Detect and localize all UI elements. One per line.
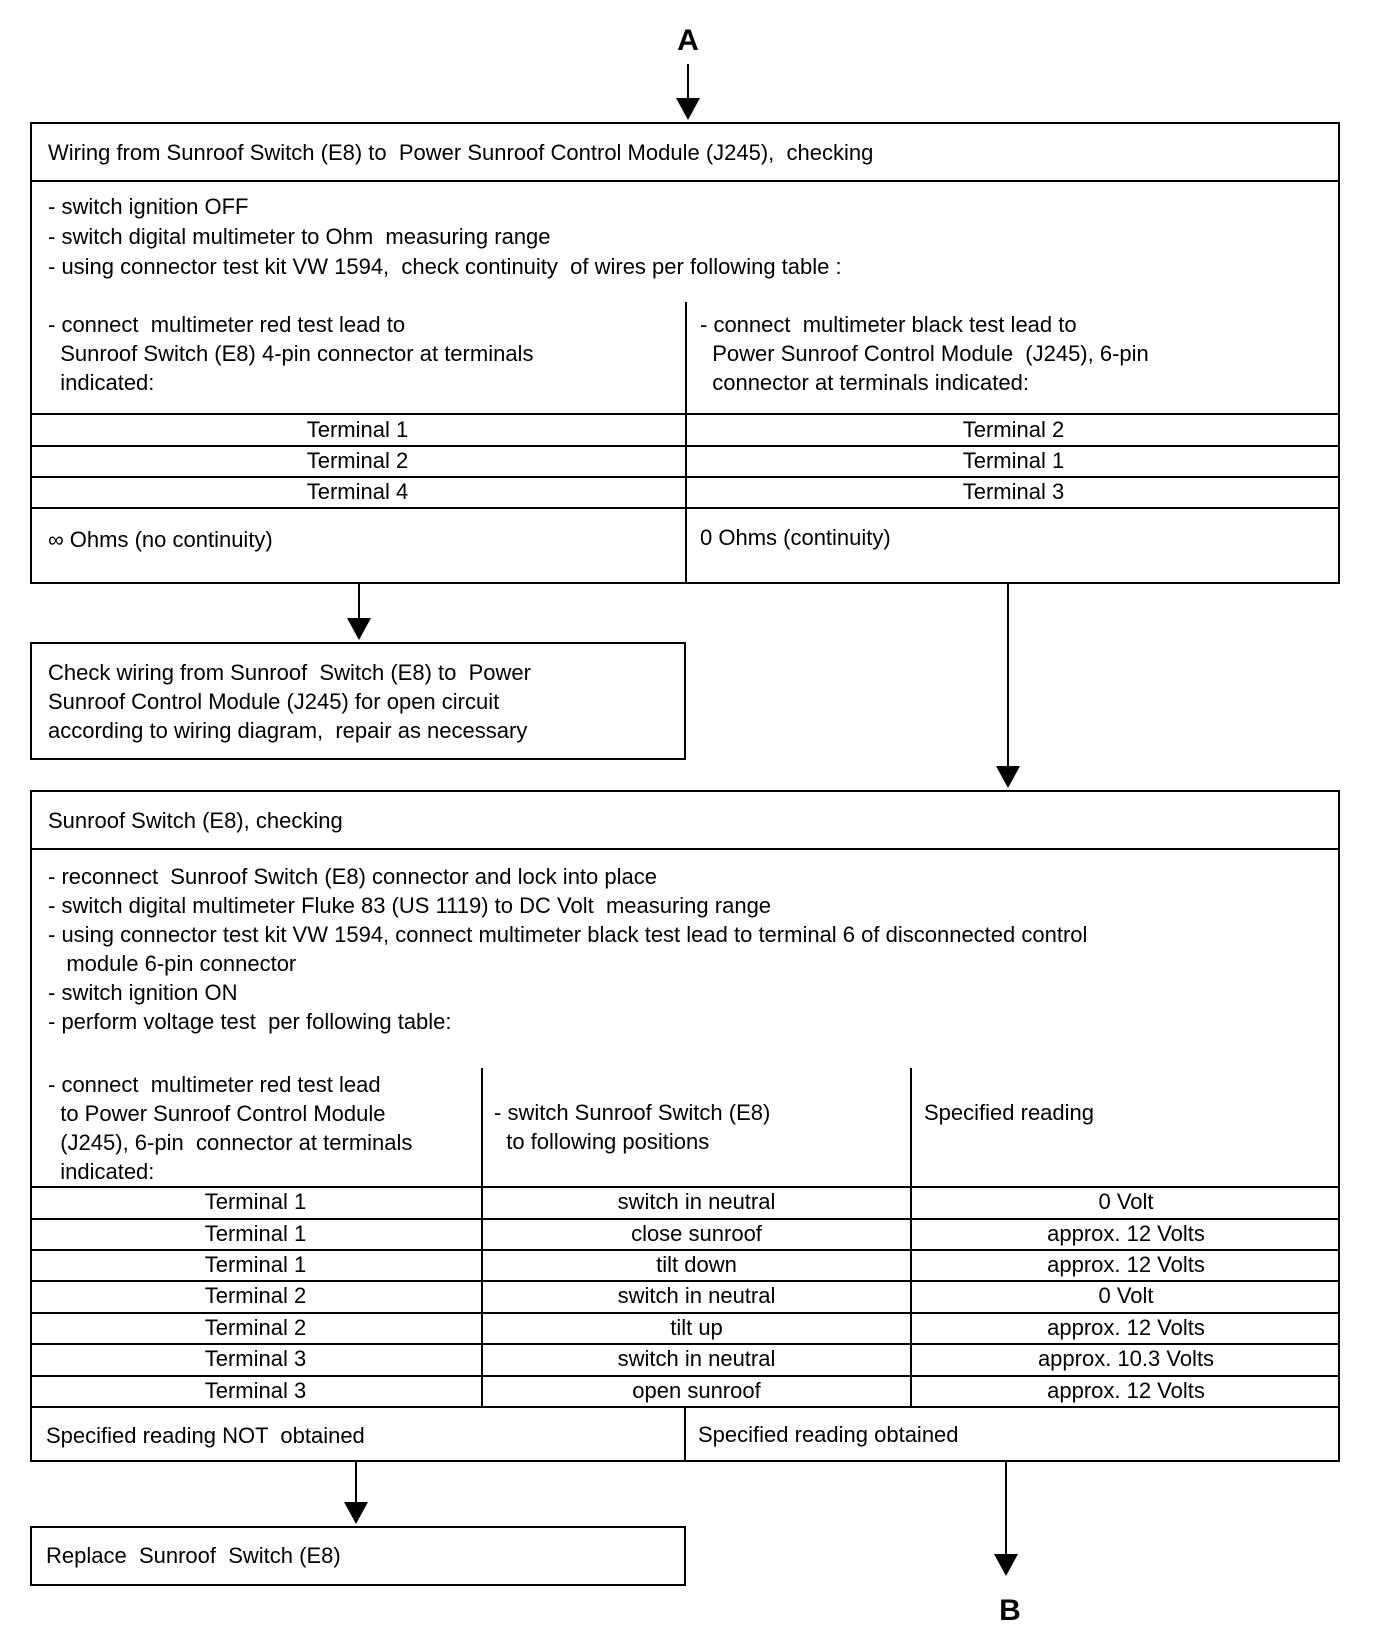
replace-switch-text: Replace Sunroof Switch (E8) (46, 1543, 341, 1568)
switch-step-3: - using connector test kit VW 1594, connect multimeter black test lead to terminal 6 of disconnected control (48, 922, 1088, 947)
table-cell: Terminal 3 (962, 479, 1065, 504)
switch-positions-header: - switch Sunroof Switch (E8) to following positions (494, 1100, 771, 1154)
specified-reading-header: Specified reading (924, 1100, 1095, 1125)
arrowhead-box3 (996, 766, 1020, 788)
switch-step-1: - reconnect Sunroof Switch (E8) connector and lock into place (48, 864, 657, 889)
table-cell: Terminal 2 (962, 417, 1065, 442)
table-cell: Terminal 3 (204, 1346, 307, 1371)
wiring-step-1: - switch ignition OFF (48, 194, 249, 219)
result-continuity: 0 Ohms (continuity) (700, 525, 891, 550)
table-cell: switch in neutral (617, 1346, 776, 1371)
table-cell: tilt up (670, 1315, 723, 1340)
table-cell: Terminal 1 (962, 448, 1065, 473)
switch-step-4: - switch ignition ON (48, 980, 238, 1005)
table-cell: approx. 10.3 Volts (1037, 1346, 1215, 1371)
table-cell: 0 Volt (1098, 1283, 1154, 1308)
red-lead-instruction: - connect multimeter red test lead to Sunroof Switch (E8) 4-pin connector at terminals indicated: (48, 312, 534, 395)
table-cell: Terminal 1 (204, 1189, 307, 1214)
arrowhead-b (994, 1554, 1018, 1576)
table-cell: Terminal 2 (306, 448, 409, 473)
table-cell: approx. 12 Volts (1047, 1252, 1205, 1277)
divider (30, 180, 1340, 182)
table-cell: Terminal 2 (204, 1315, 307, 1340)
switch-step-3-cont: module 6-pin connector (48, 951, 297, 976)
column-divider (684, 1408, 686, 1462)
table-cell: switch in neutral (617, 1189, 776, 1214)
divider (30, 848, 1340, 850)
wiring-step-3: - using connector test kit VW 1594, check continuity of wires per following table : (48, 254, 842, 279)
table-cell: close sunroof (631, 1221, 762, 1246)
table-cell: approx. 12 Volts (1047, 1221, 1205, 1246)
repair-wiring-text: Check wiring from Sunroof Switch (E8) to Power Sunroof Control Module (J245) for open circuit according to wiring diagram, repair as necessary (48, 660, 531, 743)
black-lead-instruction: - connect multimeter black test lead to Power Sunroof Control Module (J245), 6-pin connector at terminals indicated: (700, 312, 1149, 395)
connector-b-label: B (999, 1594, 1021, 1627)
arrowhead-box4 (344, 1502, 368, 1524)
switch-step-5: - perform voltage test per following table: (48, 1009, 452, 1034)
table-cell: 0 Volt (1098, 1189, 1154, 1214)
table-cell: Terminal 1 (204, 1221, 307, 1246)
arrowhead-box2 (347, 618, 371, 640)
switch-step-2: - switch digital multimeter Fluke 83 (US 1119) to DC Volt measuring range (48, 893, 772, 918)
table-cell: approx. 12 Volts (1047, 1315, 1205, 1340)
arrowhead-a (676, 98, 700, 120)
row-line (30, 1406, 1340, 1408)
table-cell: Terminal 3 (204, 1378, 307, 1403)
table-cell: Terminal 4 (306, 479, 409, 504)
table-cell: Terminal 2 (204, 1283, 307, 1308)
wiring-check-title: Wiring from Sunroof Switch (E8) to Power Sunroof Control Module (J245), checking (48, 140, 874, 165)
red-lead-instruction-2: - connect multimeter red test lead to Power Sunroof Control Module (J245), 6-pin connector at terminals indicated: (48, 1072, 413, 1184)
result-not-obtained: Specified reading NOT obtained (46, 1423, 365, 1448)
table-cell: tilt down (656, 1252, 737, 1277)
table-cell: switch in neutral (617, 1283, 776, 1308)
table-cell: Terminal 1 (204, 1252, 307, 1277)
table-cell: open sunroof (632, 1378, 761, 1403)
table-cell: approx. 12 Volts (1047, 1378, 1205, 1403)
wiring-step-2: - switch digital multimeter to Ohm measuring range (48, 224, 551, 249)
table-cell: Terminal 1 (306, 417, 409, 442)
switch-check-title: Sunroof Switch (E8), checking (48, 808, 343, 833)
result-no-continuity: ∞ Ohms (no continuity) (48, 527, 273, 552)
result-obtained: Specified reading obtained (698, 1422, 959, 1447)
connector-a-label: A (677, 24, 699, 57)
row-line (30, 507, 1340, 509)
